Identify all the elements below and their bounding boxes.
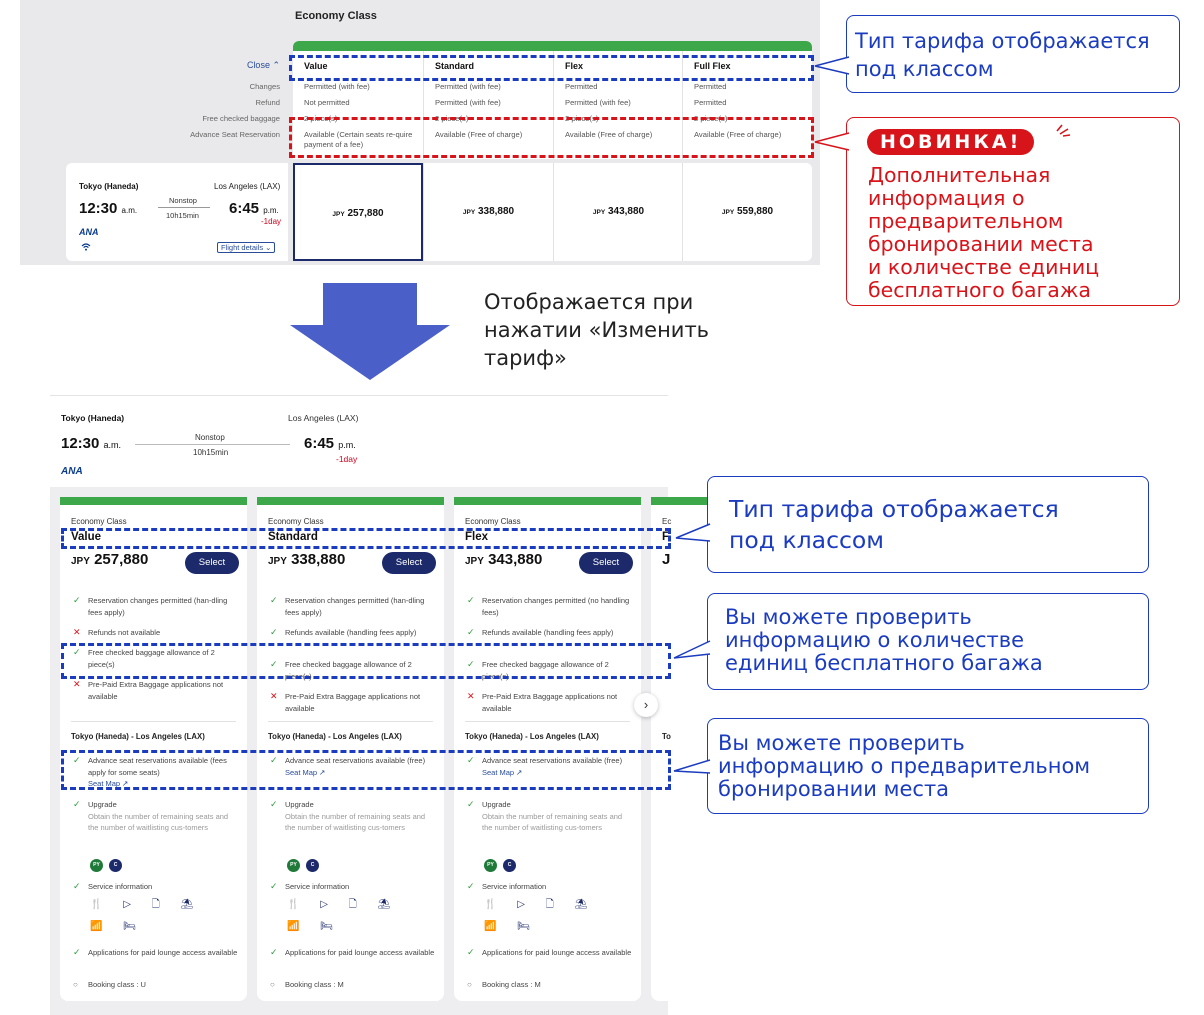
fare-card-standard <box>257 497 444 1001</box>
divider <box>465 721 630 722</box>
feature-extra-baggage: ✕ Pre-Paid Extra Baggage applications not available <box>73 679 224 701</box>
nonstop-label: Nonstop <box>195 433 225 442</box>
arrival-time: 6:45 p.m. <box>304 435 356 452</box>
airline-logo: ANA <box>79 227 99 237</box>
service-icons-secondary: 📶 🛏 <box>90 921 145 932</box>
feature-changes: ✓ Reservation changes permitted (han-dling fees apply) <box>270 595 425 617</box>
cabin-class: Ec <box>662 517 672 526</box>
check-icon: ✓ <box>467 659 475 669</box>
feature-seat-reservation: ✓ Advance seat reservations available (free) Seat Map ↗ <box>270 755 426 777</box>
check-icon: ✓ <box>270 755 278 765</box>
callout-fare-type-bottom <box>707 476 1149 573</box>
baggage-highlight <box>61 643 671 679</box>
booking-class: ○ Booking class : U <box>73 980 146 989</box>
fare-card-header-bar <box>257 497 444 505</box>
fare-price: JPY 343,880 <box>465 551 543 568</box>
feature-extra-baggage: ✕ Pre-Paid Extra Baggage applications not available <box>467 691 618 713</box>
route-line <box>158 207 210 208</box>
service-icons: 🍴 ▷ 🗋 ⛱ <box>484 899 597 910</box>
check-icon: ✓ <box>270 799 278 809</box>
seat-map-link[interactable]: Seat Map ↗ <box>285 767 326 777</box>
divider <box>268 721 433 722</box>
feature-lounge: ✓ Applications for paid lounge access available <box>73 947 238 957</box>
price-cell-flex[interactable]: JPY 343,880 <box>553 163 683 261</box>
cabin-badges <box>484 853 522 872</box>
check-icon: ✓ <box>270 659 278 669</box>
premium-economy-badge: PY <box>287 859 300 872</box>
flight-details-button[interactable]: Flight details ⌄ <box>217 242 275 253</box>
fare-price: J <box>662 551 671 568</box>
fare-card-value <box>60 497 247 1001</box>
fare-changes: Permitted (with fee) <box>435 82 501 91</box>
check-icon: ✓ <box>270 595 278 605</box>
select-button[interactable]: Select <box>382 552 436 574</box>
fare-baggage: 2 piece(s) <box>435 114 469 123</box>
divider <box>71 721 236 722</box>
booking-class: ○ Booking class : M <box>467 980 541 989</box>
feature-service-info: ✓ Service information <box>73 881 153 891</box>
feature-baggage: ✓ Free checked baggage allowance of 2 piece(s) <box>467 659 609 681</box>
feature-service-info: ✓ Service information <box>270 881 350 891</box>
destination-airport: Los Angeles (LAX) <box>214 182 281 191</box>
fare-baggage: 2 piece(s) <box>694 114 728 123</box>
cabin-class: Economy Class <box>268 517 324 526</box>
callout-fare-type-top <box>846 15 1180 93</box>
service-icons: 🍴 ▷ 🗋 ⛱ <box>287 899 400 910</box>
flight-duration: 10h15min <box>166 211 199 220</box>
fare-name: Full Flex <box>694 61 731 71</box>
cross-icon: ✕ <box>467 691 475 701</box>
cross-icon: ✕ <box>73 679 81 689</box>
premium-economy-badge: PY <box>484 859 497 872</box>
seat-reservation-highlight <box>61 750 671 790</box>
fare-changes: Permitted (with fee) <box>304 82 370 91</box>
cabin-class: Economy Class <box>465 517 521 526</box>
check-icon: ✓ <box>467 881 475 891</box>
service-icons-secondary: 📶 🛏 <box>484 921 539 932</box>
fare-price-row <box>293 163 812 261</box>
cabin-class: Economy Class <box>71 517 127 526</box>
select-button[interactable]: Select <box>185 552 239 574</box>
feature-service-info: ✓ Service information <box>467 881 547 891</box>
wifi-icon <box>81 243 91 253</box>
cabin-badges <box>90 853 128 872</box>
fare-name: Value <box>304 61 328 71</box>
feature-refund: ✕ Refunds not available <box>73 627 161 637</box>
departure-time: 12:30 a.m. <box>79 200 138 217</box>
feature-baggage: ✓ Free checked baggage allowance of 2 piece(s) <box>73 647 215 669</box>
flight-duration: 10h15min <box>193 448 229 457</box>
check-icon: ✓ <box>73 947 81 957</box>
new-info-highlight <box>289 117 814 158</box>
new-badge: НОВИНКА! <box>867 129 1034 155</box>
route-line <box>135 444 290 445</box>
cabin-badges <box>287 853 325 872</box>
fare-type: Standard <box>268 531 318 543</box>
fare-refund: Not permitted <box>304 98 350 107</box>
check-icon: ✓ <box>270 947 278 957</box>
route-label: To <box>662 732 671 741</box>
selected-flight-header <box>50 395 668 487</box>
fare-type: Value <box>71 531 102 543</box>
fare-refund: Permitted (with fee) <box>435 98 501 107</box>
fare-name: Flex <box>565 61 584 71</box>
callout-text: Тип тарифа отображается под классом <box>729 495 1059 554</box>
callout-baggage-info <box>707 593 1149 690</box>
carousel-next-button[interactable]: › <box>634 693 658 717</box>
business-badge: C <box>503 859 516 872</box>
service-icons-secondary: 📶 🛏 <box>287 921 342 932</box>
feature-baggage: ✓ Free checked baggage allowance of 2 piece(s) <box>270 659 412 681</box>
route-label: Tokyo (Haneda) - Los Angeles (LAX) <box>71 732 205 741</box>
premium-economy-badge: PY <box>90 859 103 872</box>
close-comparison-link[interactable]: Close ⌃ <box>246 60 280 70</box>
fare-name: Standard <box>435 61 475 71</box>
check-icon: ✓ <box>270 627 278 637</box>
price-cell-standard[interactable]: JPY 338,880 <box>423 163 553 261</box>
feature-seat-reservation: ✓ Advance seat reservations available (fees apply for some seats) Seat Map ↗ <box>73 755 227 788</box>
check-icon: ✓ <box>467 627 475 637</box>
callout-seat-info <box>707 718 1149 814</box>
price-cell-value[interactable]: JPY 257,880 <box>293 163 423 261</box>
feature-extra-baggage: ✕ Pre-Paid Extra Baggage applications not available <box>270 691 421 713</box>
destination-airport: Los Angeles (LAX) <box>288 413 359 423</box>
feature-upgrade: ✓ Upgrade Obtain the number of remaining seats and the number of waitlisting cus-tomers <box>270 799 426 832</box>
callout-text: Тип тарифа отображается под классом <box>855 29 1150 81</box>
day-offset: -1day <box>261 217 282 226</box>
circle-icon: ○ <box>270 980 275 989</box>
route-label: Tokyo (Haneda) - Los Angeles (LAX) <box>465 732 599 741</box>
seat-map-link[interactable]: Seat Map ↗ <box>482 767 523 777</box>
price-cell-full-flex[interactable]: JPY 559,880 <box>682 163 812 261</box>
fare-price: JPY 257,880 <box>71 551 149 568</box>
arrival-time: 6:45 p.m. <box>229 200 279 217</box>
feature-changes: ✓ Reservation changes permitted (no handling fees) <box>467 595 630 617</box>
callout-text: Вы можете проверить информацию о предварительном бронировании места <box>718 731 1091 801</box>
day-offset: -1day <box>336 454 358 464</box>
fare-type: F <box>662 531 670 543</box>
fare-card-header-bar <box>454 497 641 505</box>
feature-upgrade: ✓ Upgrade Obtain the number of remaining seats and the number of waitlisting cus-tomers <box>73 799 229 832</box>
check-icon: ✓ <box>73 647 81 657</box>
fare-type: Flex <box>465 531 489 543</box>
fare-changes: Permitted <box>694 82 727 91</box>
business-badge: C <box>306 859 319 872</box>
callout-text: Вы можете проверить информацию о количестве единиц бесплатного багажа <box>725 605 1043 675</box>
row-label-refund: Refund <box>255 98 280 107</box>
callout-new-info <box>846 117 1180 306</box>
check-icon: ✓ <box>73 799 81 809</box>
fare-card-flex <box>454 497 641 1001</box>
origin-airport: Tokyo (Haneda) <box>79 182 139 191</box>
check-icon: ✓ <box>73 881 81 891</box>
feature-seat-reservation: ✓ Advance seat reservations available (free) Seat Map ↗ <box>467 755 623 777</box>
route-label: Tokyo (Haneda) - Los Angeles (LAX) <box>268 732 402 741</box>
origin-airport: Tokyo (Haneda) <box>61 413 125 423</box>
feature-refund: ✓ Refunds available (handling fees apply) <box>270 627 417 637</box>
row-label-seat-reservation: Advance Seat Reservation <box>190 130 280 139</box>
check-icon: ✓ <box>467 799 475 809</box>
fare-seat: Available (Free of charge) <box>694 130 782 139</box>
cabin-class-title: Economy Class <box>295 10 377 22</box>
fare-baggage: 2 piece(s) <box>304 114 338 123</box>
fare-changes: Permitted <box>565 82 598 91</box>
airline-logo: ANA <box>61 466 83 477</box>
circle-icon: ○ <box>73 980 78 989</box>
flight-summary-card <box>66 163 288 261</box>
seat-map-link[interactable]: Seat Map ↗ <box>88 779 129 788</box>
cross-icon: ✕ <box>270 691 278 701</box>
check-icon: ✓ <box>467 947 475 957</box>
feature-lounge: ✓ Applications for paid lounge access available <box>270 947 435 957</box>
departure-time: 12:30 a.m. <box>61 435 122 452</box>
feature-upgrade: ✓ Upgrade Obtain the number of remaining seats and the number of waitlisting cus-tomers <box>467 799 623 832</box>
circle-icon: ○ <box>467 980 472 989</box>
fare-seat: Available (Certain seats re-quire payment of a fee) <box>304 130 413 149</box>
fare-card-header-bar <box>60 497 247 505</box>
booking-class: ○ Booking class : M <box>270 980 344 989</box>
down-arrow-icon <box>290 283 450 381</box>
cross-icon: ✕ <box>73 627 81 637</box>
check-icon: ✓ <box>270 881 278 891</box>
feature-changes: ✓ Reservation changes permitted (han-dling fees apply) <box>73 595 228 617</box>
fare-seat: Available (Free of charge) <box>435 130 523 139</box>
check-icon: ✓ <box>467 755 475 765</box>
check-icon: ✓ <box>467 595 475 605</box>
feature-lounge: ✓ Applications for paid lounge access available <box>467 947 632 957</box>
row-label-baggage: Free checked baggage <box>202 114 280 123</box>
business-badge: C <box>109 859 122 872</box>
service-icons: 🍴 ▷ 🗋 ⛱ <box>90 899 203 910</box>
fare-seat: Available (Free of charge) <box>565 130 653 139</box>
fare-refund: Permitted (with fee) <box>565 98 631 107</box>
callout-text: Дополнительная информация о предварительном бронировании места и количестве единиц бесплатного багажа <box>868 163 1100 302</box>
feature-refund: ✓ Refunds available (handling fees apply) <box>467 627 614 637</box>
fare-type-highlight-top <box>289 55 814 81</box>
row-label-changes: Changes <box>249 82 280 91</box>
check-icon: ✓ <box>73 755 81 765</box>
select-button[interactable]: Select <box>579 552 633 574</box>
fare-baggage: 2 piece(s) <box>565 114 599 123</box>
arrow-caption: Отображается при нажатии «Изменить тариф» <box>484 290 710 370</box>
fare-price: JPY 338,880 <box>268 551 346 568</box>
check-icon: ✓ <box>73 595 81 605</box>
nonstop-label: Nonstop <box>169 196 197 205</box>
sparkle-icon <box>1054 120 1072 138</box>
fare-refund: Permitted <box>694 98 727 107</box>
fare-type-highlight-bottom <box>61 528 671 549</box>
